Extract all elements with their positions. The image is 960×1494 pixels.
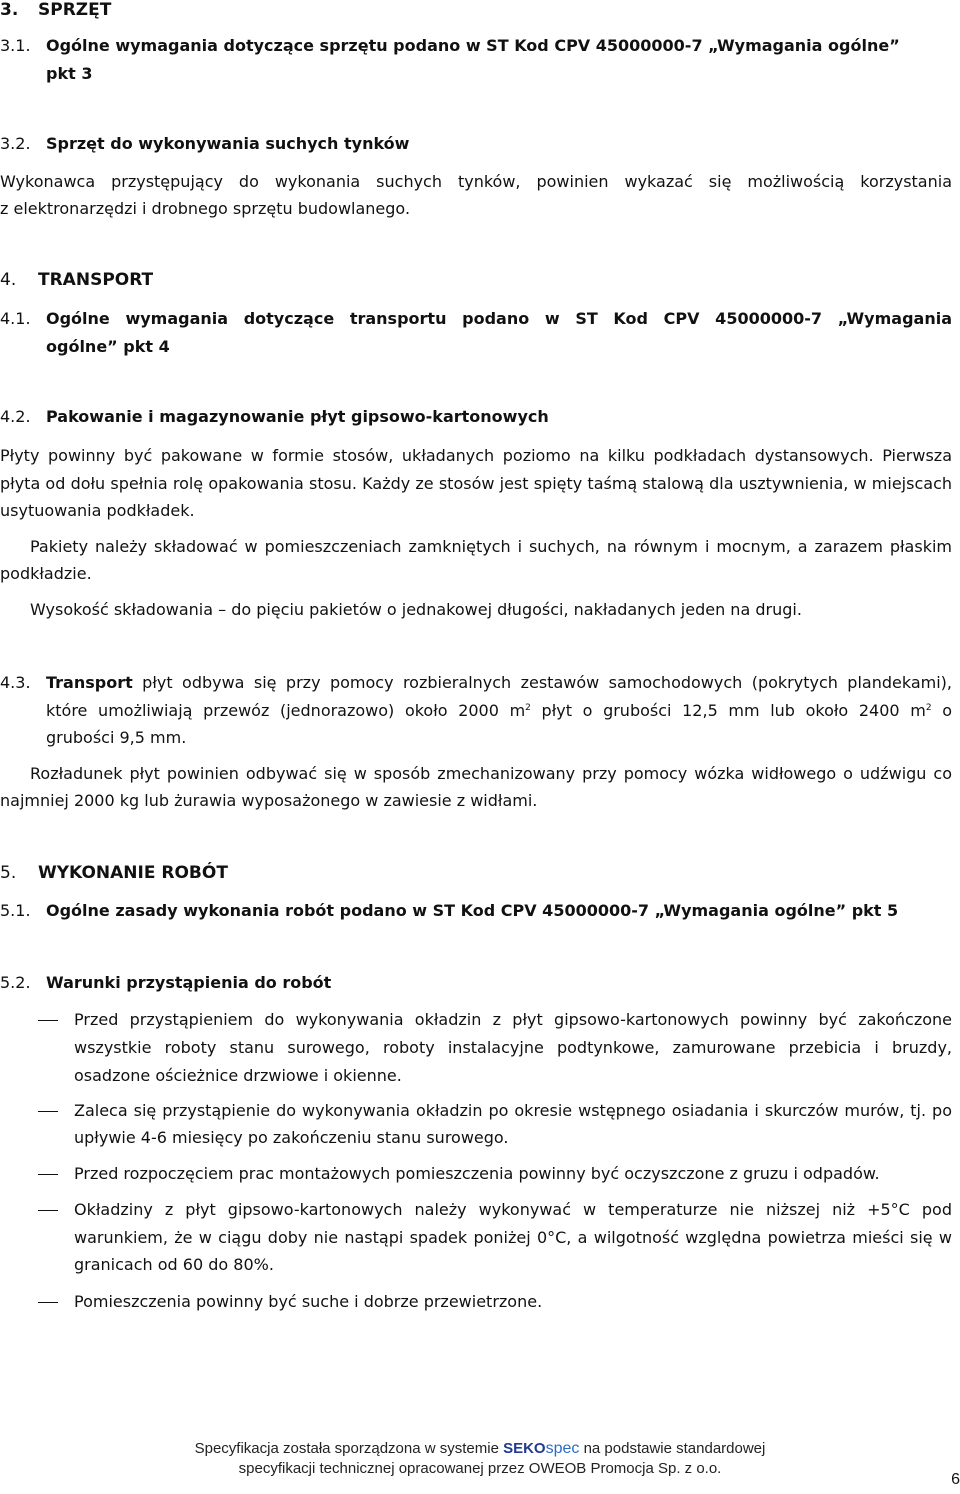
- bullet-line: wszystkie roboty stanu surowego, roboty instalacyjne podtynkowe, zamurowane przebicia i bruzdy,: [74, 1038, 952, 1057]
- bullet-line: Pomieszczenia powinny być suche i dobrze przewietrzone.: [74, 1292, 543, 1311]
- section-number: 3.: [0, 0, 19, 20]
- bullet-line: Przed rozpoczęciem prac montażowych pomieszczenia powinny być oczyszczone z gruzu i odpadów.: [74, 1164, 880, 1183]
- section-title: TRANSPORT: [38, 270, 154, 290]
- section-number: 4.2.: [0, 407, 31, 426]
- section-title: Pakowanie i magazynowanie płyt gipsowo-kartonowych: [46, 407, 549, 426]
- paragraph-line: [46, 701, 952, 721]
- bullet-line: granicach od 60 do 80%.: [74, 1255, 274, 1274]
- section-title: Ogólne zasady wykonania robót podano w ST Kod CPV 45000000-7 „Wymagania ogólne” pkt 5: [46, 901, 899, 920]
- paragraph-line: Płyty powinny być pakowane w formie stosów, układanych poziomo na kilku podkładach dystansowych. Pierwsza: [0, 446, 952, 465]
- paragraph-line: Rozładunek płyt powinien odbywać się w sposób zmechanizowany przy pomocy wózka widłowego o udźwigu co: [30, 764, 952, 783]
- section-title: WYKONANIE ROBÓT: [38, 863, 228, 883]
- bullet-line: warunkiem, że w ciągu doby nie nastąpi spadek poniżej 0°C, a wilgotność względna powietrza mieści się w: [74, 1228, 952, 1247]
- section-number-4-3: 4.3.: [0, 673, 31, 692]
- superscript: 2: [525, 703, 531, 713]
- paragraph-line: usytuowania podkładek.: [0, 501, 195, 520]
- section-title: Warunki przystąpienia do robót: [46, 973, 332, 992]
- section-title: SPRZĘT: [38, 0, 112, 20]
- paragraph-line: najmniej 2000 kg lub żurawia wyposażonego w zawiesie z widłami.: [0, 791, 538, 810]
- bullet-line: Zaleca się przystąpienie do wykonywania okładzin po okresie wstępnego osiadania i skurczów murów, tj. po: [74, 1101, 952, 1120]
- page-number: 6: [951, 1471, 960, 1488]
- paragraph-line: z elektronarzędzi i drobnego sprzętu budowlanego.: [0, 199, 411, 218]
- footer-line-1: [0, 1439, 960, 1459]
- paragraph-line: Wykonawca przystępujący do wykonania suchych tynków, powinien wykazać się możliwością korzystania: [0, 172, 952, 191]
- footer-text: na podstawie standardowej: [579, 1440, 766, 1457]
- section-title: Sprzęt do wykonywania suchych tynków: [46, 134, 410, 153]
- brand-logo-seko: SEKO: [503, 1440, 546, 1457]
- heading-section-4-1-cont: ogólne” pkt 4: [46, 337, 170, 356]
- paragraph-line: płyta od dołu spełnia rolę opakowania stosu. Każdy ze stosów jest spięty taśmą stalową dla usztywnienia, w miejscach: [0, 474, 952, 493]
- paragraph-line: Wysokość składowania – do pięciu pakietów o jednakowej długości, nakładanych jeden na drugi.: [30, 600, 802, 619]
- bullet-line: osadzone ościeżnice drzwiowe i okienne.: [74, 1066, 402, 1085]
- bullet-dash: [38, 1174, 58, 1175]
- section-number: 3.2.: [0, 134, 31, 153]
- inline-text: o: [931, 701, 953, 720]
- bullet-dash: [38, 1210, 58, 1211]
- bullet-dash: [38, 1302, 58, 1303]
- section-number: 4.: [0, 270, 17, 290]
- section-title-line-1: Ogólne wymagania dotyczące sprzętu podano w ST Kod CPV 45000000-7 „Wymagania ogólne”: [46, 36, 900, 55]
- footer-line-2: specyfikacji technicznej opracowanej przez OWEOB Promocja Sp. z o.o.: [238, 1460, 722, 1477]
- paragraph-line: grubości 9,5 mm.: [46, 728, 187, 747]
- section-number: 5.1.: [0, 901, 31, 920]
- inline-text: które umożliwiają przewóz (jednorazowo) około 2000 m: [46, 701, 526, 720]
- bullet-line: Okładziny z płyt gipsowo-kartonowych należy wykonywać w temperaturze nie niższej niż +5°C pod: [74, 1200, 952, 1219]
- section-number: 5.: [0, 863, 17, 883]
- paragraph-line: Pakiety należy składować w pomieszczeniach zamkniętych i suchych, na równym i mocnym, a zarazem płaskim: [30, 537, 952, 556]
- paragraph-line: podkładzie.: [0, 564, 92, 583]
- section-title-line-1: Ogólne wymagania dotyczące transportu podano w ST Kod CPV 45000000-7 „Wymagania: [46, 309, 952, 328]
- bullet-dash: [38, 1020, 58, 1021]
- inline-text: płyt o grubości 12,5 mm lub około 2400 m: [530, 701, 926, 720]
- paragraph-line: [46, 673, 952, 693]
- bullet-line: Przed przystąpieniem do wykonywania okładzin z płyt gipsowo-kartonowych powinny być zakończone: [74, 1010, 952, 1029]
- section-title-line-2: pkt 3: [46, 64, 93, 83]
- section-number: 3.1.: [0, 36, 31, 55]
- section-number: 5.2.: [0, 973, 31, 992]
- bullet-dash: [38, 1111, 58, 1112]
- heading-section-4-1: [46, 309, 952, 329]
- footer-text: Specyfikacja została sporządzona w systemie: [194, 1440, 504, 1457]
- superscript: 2: [925, 703, 932, 713]
- section-number-4-1: 4.1.: [0, 309, 31, 328]
- inline-text: płyt odbywa się przy pomocy rozbieralnych zestawów samochodowych (pokrytych plandekami),: [142, 673, 952, 692]
- bullet-line: upływie 4-6 miesięcy po zakończeniu stanu surowego.: [74, 1128, 509, 1147]
- brand-logo-spec: spec: [545, 1440, 580, 1457]
- inline-bold: Transport: [46, 673, 133, 692]
